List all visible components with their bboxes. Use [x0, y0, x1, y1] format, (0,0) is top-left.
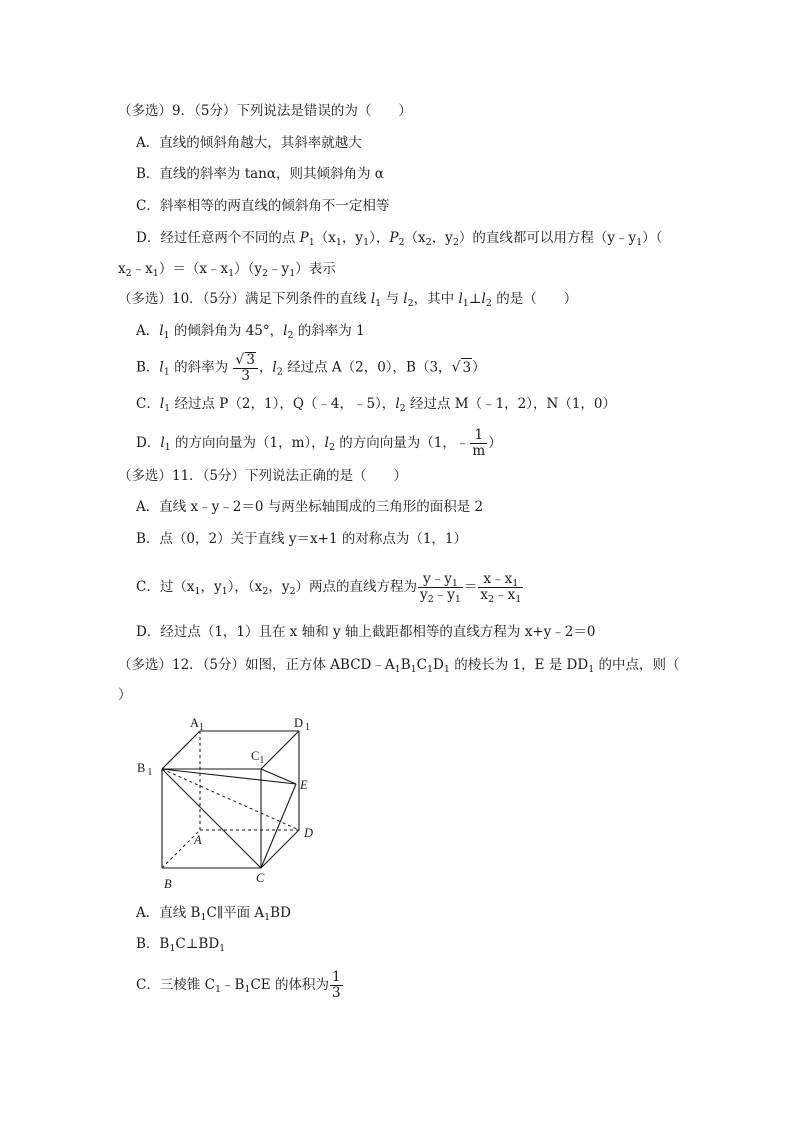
q9-option-a: A．直线的倾斜角越大，其斜率就越大: [136, 135, 362, 151]
q12-option-a: A．直线 $B_1C\parallel$平面 $A_1BD$: [136, 905, 291, 923]
label-e: E: [300, 778, 308, 792]
label-c: C: [256, 871, 265, 885]
q10-option-a: A．$l_1$ 的倾斜角为 45°，$l_2$ 的斜率为 1: [136, 323, 365, 341]
q12-stem-cont: ）: [118, 687, 132, 703]
fraction-x-part: $\frac{x﹣x_1}{x_2﹣x_1}$: [480, 571, 522, 605]
q9-option-d-cont: $x_2﹣x_1)=(x﹣x_1)(y_2﹣y_1)$表示: [118, 261, 336, 279]
fraction-y-part: $\frac{y﹣y_1}{y_2﹣y_1}$: [420, 571, 461, 605]
q9-option-b: B．直线的斜率为 tanα，则其倾斜角为 α: [136, 166, 384, 182]
q10-stem: （多选）10．（5分）满足下列条件的直线 $l_1$ 与 $l_2$，其中 $l_1\perp l_2$ 的是（ ）: [118, 291, 578, 309]
fraction-1-over-3: $\frac{1}{3}$: [331, 969, 341, 1001]
cube-figure: [128, 712, 328, 894]
label-d: D: [304, 826, 314, 840]
q11-option-d: D．经过点（1，1）且在 x 轴和 y 轴上截距都相等的直线方程为 x+y﹣2＝0: [136, 624, 596, 640]
q10-option-b: B．$l_1$ 的斜率为 $\frac{√ 3}{3}$ ，$l_2$ 经过点 A（2，0），B（3，√ 3）: [136, 352, 486, 384]
fraction-sqrt3-over-3: $\frac{√ 3}{3}$: [233, 352, 258, 384]
q12-option-c: C．三棱锥 $C_1﹣B_1CE$ 的体积为 $\frac{1}{3}$: [136, 969, 341, 1001]
q9-stem: （多选）9．（5分）下列说法是错误的为（ ）: [118, 103, 412, 119]
fraction-1-over-m: $\frac{1}{m}$: [472, 427, 486, 459]
q11-option-b: B．点（0，2）关于直线 y＝x+1 的对称点为（1，1）: [136, 531, 467, 547]
label-d1: D $_1$: [294, 716, 311, 733]
q12-option-b: B．$B_1C\perp BD_1$: [136, 936, 226, 954]
q11-option-a: A．直线 x﹣y﹣2＝0 与两坐标轴围成的三角形的面积是 2: [136, 499, 484, 515]
q10-option-d: D．$l_1$ 的方向向量为（1，m），$l_2$ 的方向向量为（1，﹣ $\frac{1}{m}$ ）: [136, 427, 502, 459]
q11-option-c: C．过（$x_1$，$y_1$），（$x_2$，$y_2$）两点的直线方程为 $\frac{y﹣y_1}{y_2﹣y_1}$ ＝ $\frac{x﹣x_1}{x_2﹣x_1}$: [136, 571, 522, 605]
label-b1: B $_1$: [137, 761, 153, 778]
label-b: B: [164, 877, 172, 891]
label-a: A: [194, 833, 202, 847]
q10-option-c: C．$l_1$ 经过点 P（2，1），Q（﹣4，﹣5），$l_2$ 经过点 M（﹣1，2），N（1，0）: [136, 396, 617, 414]
q11-stem: （多选）11．（5分）下列说法正确的是（ ）: [118, 468, 408, 484]
q12-stem: （多选）12．（5分）如图，正方体 $ABCD﹣A_1B_1C_1D_1$ 的棱长为 1，E 是 $DD_1$ 的中点，则（: [118, 657, 680, 675]
q9-option-c: C．斜率相等的两直线的倾斜角不一定相等: [136, 198, 390, 214]
q9-option-d: D．经过任意两个不同的点 $P_1(x_1$，$y_1$），$P_2(x_2$，$y_2$）的直线都可以用方程$(y﹣y_1)$（: [136, 230, 663, 248]
label-a1: $A_1$: [190, 716, 205, 733]
label-c1: $C_1$: [251, 749, 265, 766]
